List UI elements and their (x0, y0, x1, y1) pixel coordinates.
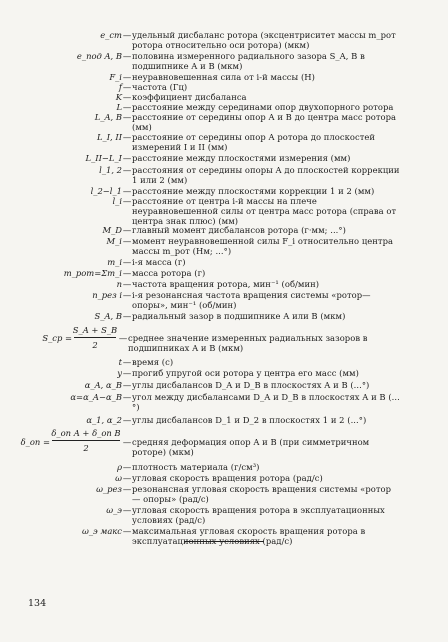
entry-row: m_рот=Σm_i — масса ротора (г) (0, 268, 448, 278)
entry-symbol: t (118, 357, 122, 367)
entry-row: M_i — момент неуравновешенной силы F_i относительно центра массы m_рот (Нм; ...°) (0, 236, 448, 256)
entry-row: F_i — неуравновешенная сила от i-й массы (Н) (0, 72, 448, 82)
entry-symbol: ω_э (106, 505, 122, 515)
entry-symbol: l_1, 2 (99, 165, 122, 175)
entry-definition: резонансная угловая скорость вращения системы «ротор — опоры» (рад/с) (132, 484, 392, 504)
entry-row: ω — угловая скорость вращения ротора (рад/с) (0, 473, 448, 483)
formula-numerator: δ_оп A + δ_оп B (51, 428, 121, 438)
entry-definition: частота вращения ротора, мин⁻¹ (об/мин) (132, 279, 320, 289)
entry-definition: главный момент дисбалансов ротора (г·мм; ...°) (132, 225, 346, 235)
entry-row: ω_э макс — максимальная угловая скорость вращения ротора в эксплуатационных условиях (рад/с) (0, 526, 448, 546)
entry-definition: плотность материала (г/см³) (132, 462, 260, 472)
entry-symbol: y (117, 368, 122, 378)
entry-symbol: α_A, α_B (84, 380, 122, 390)
entry-definition: момент неуравновешенной силы F_i относительно центра массы m_рот (Нм; ...°) (132, 236, 394, 256)
entry-row: L_A, B — расстояние от середины опор A и B до центра масс ротора (мм) (0, 112, 448, 132)
entry-row: S_A, B — радиальный зазор в подшипнике A или B (мкм) (0, 311, 448, 321)
entry-definition: угол между дисбалансами D_A и D_B в плоскостях A и B (...°) (132, 392, 400, 412)
entry-symbol: f (118, 82, 122, 92)
entry-row: l_1, 2 — расстояния от середины опоры A до плоскостей коррекции 1 или 2 (мм) (0, 165, 448, 185)
entry-definition: расстояние от середины опор A и B до центра масс ротора (мм) (132, 112, 397, 132)
entry-row: L_II−L_I — расстояние между плоскостями измерения (мм) (0, 153, 448, 163)
entry-row: δ_оп = — средняя деформация опор A и B (при симметричном роторе) (мкм) (0, 437, 448, 457)
entry-row: α_A, α_B — углы дисбалансов D_A и D_B в плоскостях A и B (...°) (0, 380, 448, 390)
entry-symbol: ω_рез (96, 484, 122, 494)
entry-symbol: K (115, 92, 122, 102)
entry-symbol: n_рез i (92, 290, 122, 300)
entry-definition: прогиб упругой оси ротора у центра его масс (мм) (132, 368, 359, 378)
entry-row: K — коэффициент дисбаланса (0, 92, 448, 102)
entry-row: α_1, α_2 — углы дисбалансов D_1 и D_2 в плоскостях 1 и 2 (...°) (0, 415, 448, 425)
entry-definition: максимальная угловая скорость вращения ротора в эксплуатационных условиях (рад/с) (132, 526, 366, 546)
entry-row: n_рез i — i-я резонансная частота вращения системы «ротор—опоры», мин⁻¹ (об/мин) (0, 290, 448, 310)
entry-row: ω_рез — резонансная угловая скорость вращения системы «ротор — опоры» (рад/с) (0, 484, 448, 504)
entry-definition: среднее значение измеренных радиальных зазоров в подшипниках A и B (мкм) (128, 333, 368, 353)
entry-row: M_D — главный момент дисбалансов ротора (г·мм; ...°) (0, 225, 448, 235)
entry-definition: расстояние от центра i-й массы на плече неуравновешенной силы от центра масс ротора (справа от центра знак плюс) (мм) (132, 196, 397, 226)
entry-definition: i-я масса (г) (132, 257, 186, 267)
entry-row: y — прогиб упругой оси ротора у центра его масс (мм) (0, 368, 448, 378)
entry-symbol: m_i (107, 257, 122, 267)
entry-row: ρ — плотность материала (г/см³) (0, 462, 448, 472)
entry-definition: расстояние между плоскостями измерения (мм) (132, 153, 351, 163)
section-divider (184, 541, 264, 542)
entry-symbol: α=α_A−α_B (70, 392, 122, 402)
entry-row: α=α_A−α_B — угол между дисбалансами D_A и D_B в плоскостях A и B (...°) (0, 392, 448, 412)
entry-row: m_i — i-я масса (г) (0, 257, 448, 267)
entry-symbol: L_I, II (97, 132, 122, 142)
entry-definition: время (с) (132, 357, 174, 367)
entry-definition: коэффициент дисбаланса (132, 92, 247, 102)
entry-symbol: n (116, 279, 122, 289)
entry-definition: i-я резонансная частота вращения системы «ротор—опоры», мин⁻¹ (об/мин) (132, 290, 371, 310)
entry-row: L_I, II — расстояние от середины опор A ротора до плоскостей измерений I и II (мм) (0, 132, 448, 152)
entry-row: e_под A, B — половина измеренного радиального зазора S_A, B в подшипнике A и B (мкм) (0, 51, 448, 71)
entry-row: ω_э — угловая скорость вращения ротора в эксплуатационных условиях (рад/с) (0, 505, 448, 525)
entry-definition: половина измеренного радиального зазора S_A, B в подшипнике A и B (мкм) (132, 51, 365, 71)
entry-symbol: e_под A, B (76, 51, 122, 61)
page-number: 134 (28, 598, 47, 609)
entry-row: L — расстояние между серединами опор двухопорного ротора (0, 102, 448, 112)
formula-denominator: 2 (83, 443, 89, 453)
entry-row: f — частота (Гц) (0, 82, 448, 92)
entry-symbol: S_ср = (42, 333, 72, 343)
entry-symbol: L_II−L_I (85, 153, 122, 163)
entry-row: l_i — расстояние от центра i-й массы на плече неуравновешенной силы от центра масс ротора (справа от центра знак плюс) (мм) (0, 196, 448, 226)
entry-definition: угловая скорость вращения ротора (рад/с) (132, 473, 323, 483)
entry-definition: удельный дисбаланс ротора (эксцентриситет массы m_рот ротора относительно оси ротора) (мкм) (132, 30, 396, 50)
entry-definition: частота (Гц) (132, 82, 188, 92)
entry-row: e_ст — удельный дисбаланс ротора (эксцентриситет массы m_рот ротора относительно оси ротора) (мкм) (0, 30, 448, 50)
entry-definition: средняя деформация опор A и B (при симметричном роторе) (мкм) (132, 437, 370, 457)
entry-symbol: m_рот=Σm_i (63, 268, 122, 278)
entry-definition: углы дисбалансов D_1 и D_2 в плоскостях 1 и 2 (...°) (132, 415, 367, 425)
entry-symbol: L (116, 102, 122, 112)
entry-symbol: ρ (117, 462, 122, 472)
entry-row: n — частота вращения ротора, мин⁻¹ (об/мин) (0, 279, 448, 289)
entry-definition: углы дисбалансов D_A и D_B в плоскостях A и B (...°) (132, 380, 370, 390)
entry-definition: неуравновешенная сила от i-й массы (Н) (132, 72, 315, 82)
entry-row: S_ср = — среднее значение измеренных радиальных зазоров в подшипниках A и B (мкм) (0, 333, 448, 353)
formula-numerator: S_A + S_B (72, 325, 118, 335)
entry-definition: масса ротора (г) (132, 268, 206, 278)
entry-symbol: α_1, α_2 (86, 415, 122, 425)
entry-definition: расстояние между плоскостями коррекции 1 и 2 (мм) (132, 186, 375, 196)
entry-row: l_2−l_1 — расстояние между плоскостями коррекции 1 и 2 (мм) (0, 186, 448, 196)
entry-definition: расстояния от середины опоры A до плоскостей коррекции 1 или 2 (мм) (132, 165, 400, 185)
entry-symbol: δ_оп = (20, 437, 50, 447)
entry-symbol: M_D (102, 225, 122, 235)
entry-symbol: l_i (112, 196, 122, 206)
entry-symbol: S_A, B (94, 311, 122, 321)
entry-row: t — время (с) (0, 357, 448, 367)
entry-symbol: L_A, B (94, 112, 122, 122)
entry-symbol: ω (115, 473, 122, 483)
entry-definition: расстояние между серединами опор двухопорного ротора (132, 102, 394, 112)
entry-symbol: ω_э макс (82, 526, 122, 536)
entry-symbol: M_i (106, 236, 122, 246)
entry-symbol: F_i (109, 72, 122, 82)
entry-definition: радиальный зазор в подшипнике A или B (мкм) (132, 311, 346, 321)
entry-symbol: e_ст (100, 30, 122, 40)
formula-denominator: 2 (92, 340, 98, 350)
entry-definition: расстояние от середины опор A ротора до плоскостей измерений I и II (мм) (132, 132, 376, 152)
entry-symbol: l_2−l_1 (90, 186, 122, 196)
entry-definition: угловая скорость вращения ротора в эксплуатационных условиях (рад/с) (132, 505, 385, 525)
